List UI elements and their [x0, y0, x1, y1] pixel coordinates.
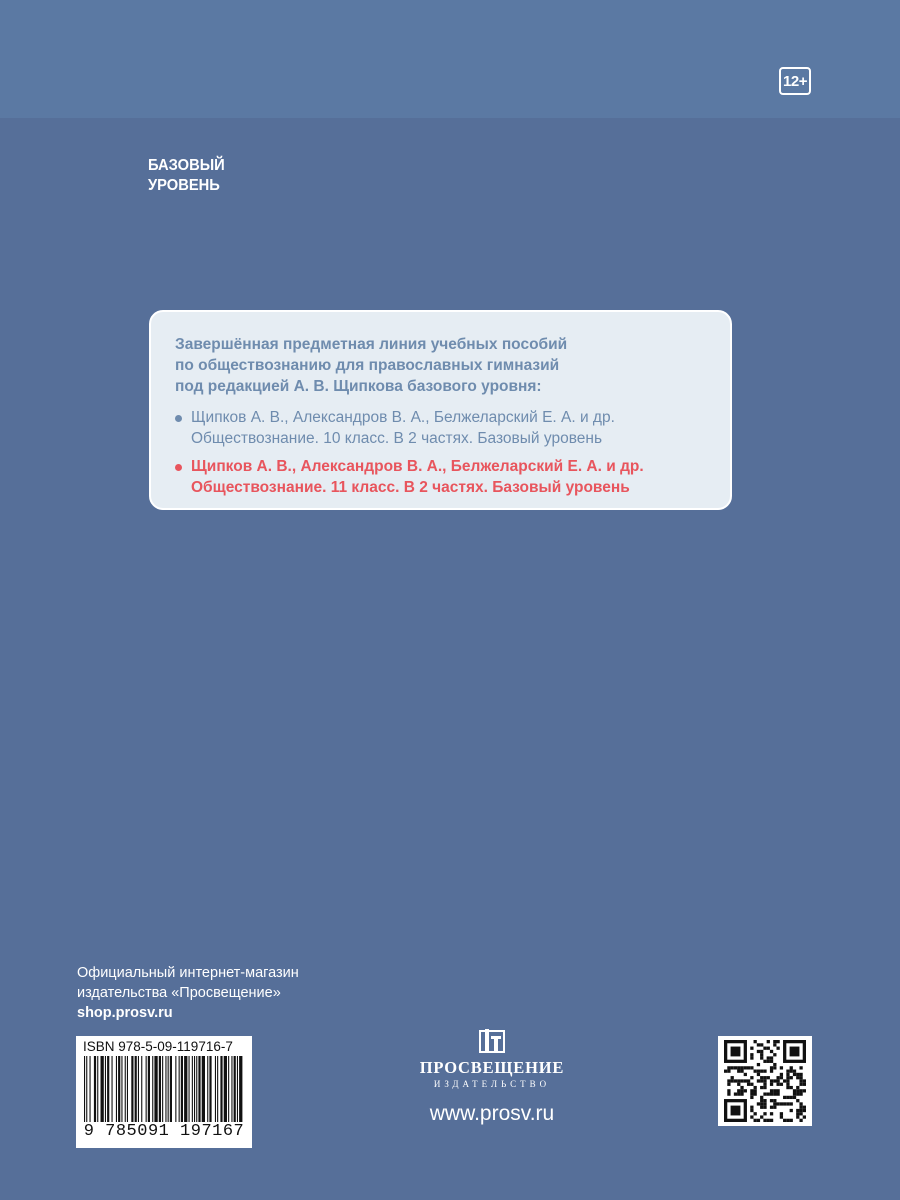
publisher-logo-icon [479, 1028, 505, 1054]
isbn-label: ISBN 978-5-09-119716-7 [83, 1039, 233, 1054]
barcode-digits: 9 785091 197167 [83, 1122, 245, 1141]
series-info-box [149, 310, 732, 510]
top-band [0, 0, 900, 118]
book-title: Обществознание. 11 класс. В 2 частях. Базовый уровень [191, 479, 630, 496]
isbn-barcode [76, 1036, 252, 1148]
bullet-icon [175, 464, 182, 471]
publisher-website-link[interactable]: www.prosv.ru [429, 1102, 555, 1125]
book-authors: Щипков А. В., Александров В. А., Белжеларский Е. А. и др. [191, 458, 644, 475]
age-rating-badge: 12+ [779, 67, 811, 95]
book-authors: Щипков А. В., Александров В. А., Белжеларский Е. А. и др. [191, 409, 615, 426]
barcode-icon [82, 1056, 246, 1122]
shop-line-2: издательства «Просвещение» [77, 985, 281, 1001]
publisher-subtitle: ИЗДАТЕЛЬСТВО [433, 1079, 551, 1089]
intro-line: по обществознанию для православных гимназий [175, 357, 560, 374]
publisher-block [404, 1028, 580, 1089]
book-title: Обществознание. 10 класс. В 2 частях. Базовый уровень [191, 430, 603, 447]
bullet-icon [175, 415, 182, 422]
level-label [148, 156, 231, 196]
level-line-1: БАЗОВЫЙ [148, 157, 225, 174]
book-item-grade-11 [175, 456, 704, 498]
shop-line-1: Официальный интернет-магазин [77, 965, 299, 981]
publisher-name: ПРОСВЕЩЕНИЕ [419, 1058, 565, 1077]
qr-code-icon [724, 1040, 806, 1122]
series-intro [175, 334, 704, 397]
book-item-grade-10 [175, 407, 704, 449]
shop-url-link[interactable]: shop.prosv.ru [77, 1005, 173, 1021]
shop-info [77, 963, 299, 1023]
qr-code [718, 1036, 812, 1126]
intro-line: под редакцией А. В. Щипкова базового уровня: [175, 378, 542, 395]
intro-line: Завершённая предметная линия учебных пособий [175, 336, 568, 353]
level-line-2: УРОВЕНЬ [148, 177, 220, 194]
